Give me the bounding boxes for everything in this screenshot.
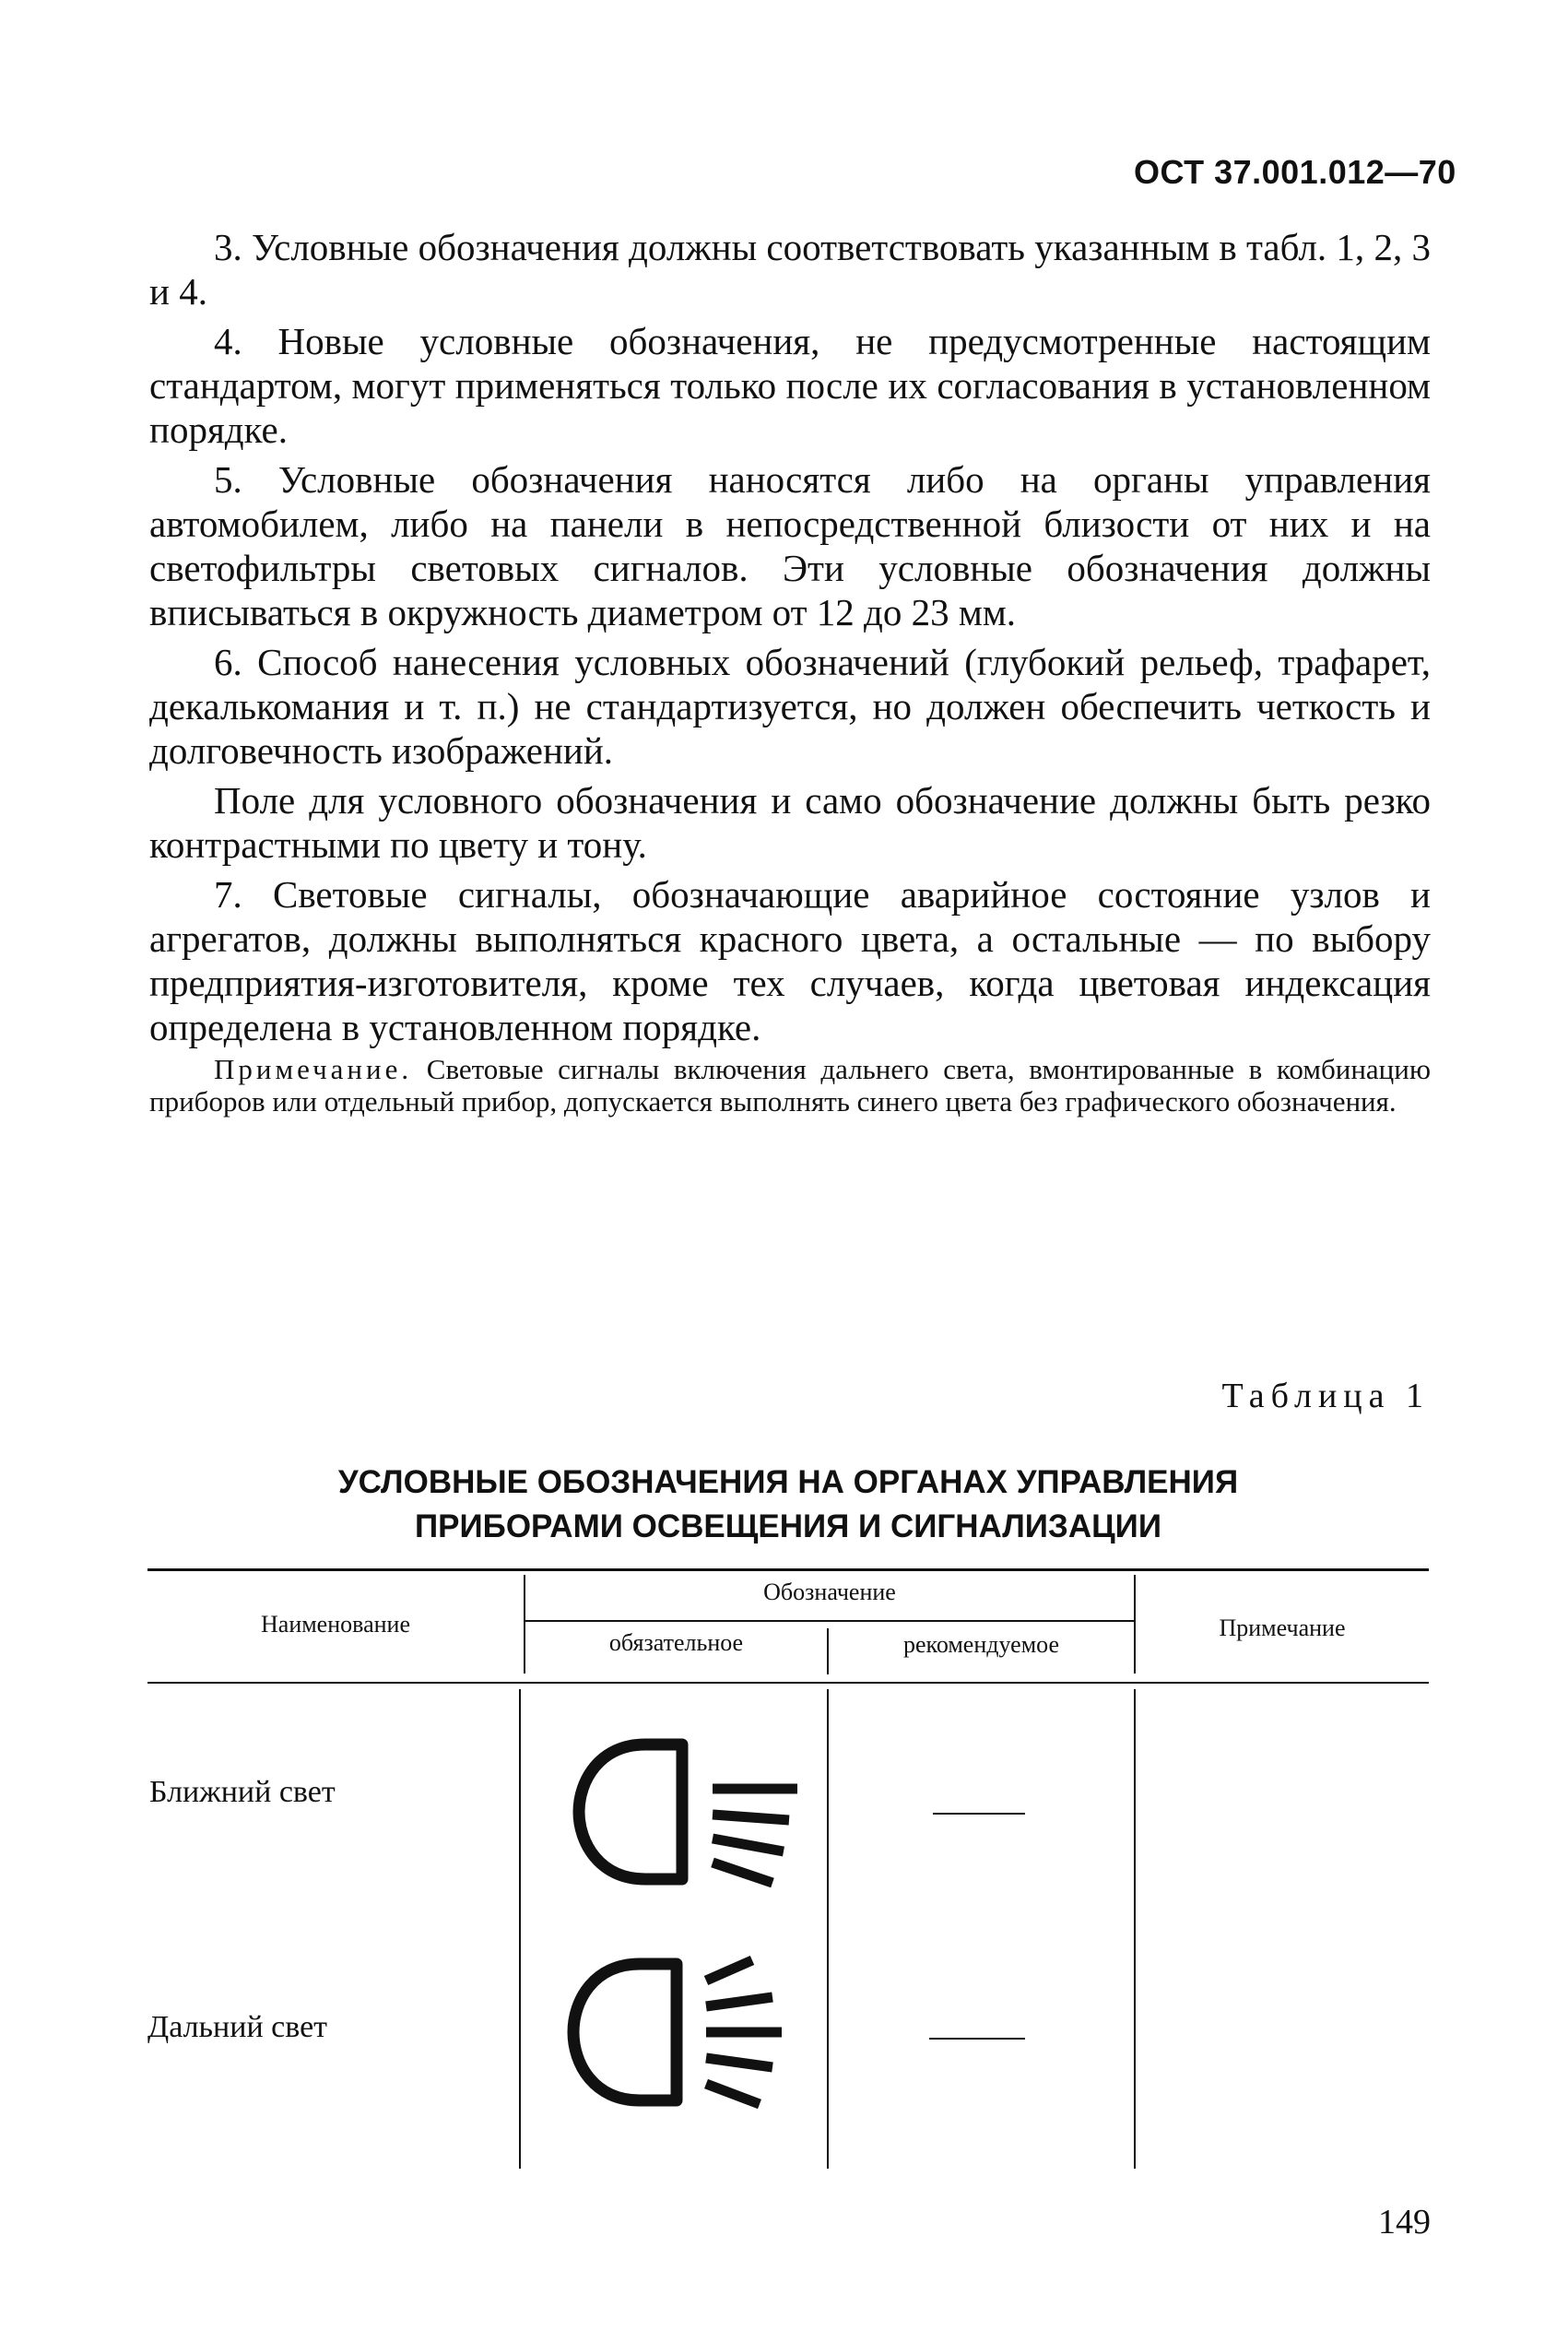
divider-col3-body bbox=[1134, 1689, 1136, 2169]
header-designation: Обозначение bbox=[763, 1579, 896, 1605]
row-name-low-beam: Ближний свет bbox=[149, 1775, 336, 1809]
designation-subheader-rule bbox=[525, 1620, 1134, 1622]
header-name: Наименование bbox=[261, 1611, 410, 1638]
divider-col1-body bbox=[519, 1689, 521, 2169]
paragraph-5: 5. Условные обозначения наносятся либо на органы управления автомобилем, либо на панели в непосредственной близости от них и на светофильтры световых сигналов. Эти условные обозначения должны вписываться в окружность диаметром от 12 до 23 мм. bbox=[149, 458, 1431, 633]
high-beam-icon bbox=[559, 1946, 808, 2121]
document-code: ОСТ 37.001.012—70 bbox=[1134, 153, 1456, 191]
header-note: Примечание bbox=[1219, 1614, 1346, 1641]
header-mandatory: обязательное bbox=[608, 1629, 744, 1656]
divider-col2-body bbox=[827, 1689, 829, 2169]
note bbox=[149, 1053, 1431, 1118]
row-high-beam-recommended-dash bbox=[929, 2038, 1025, 2040]
paragraph-4: 4. Новые условные обозначения, не предусмотренные настоящим стандартом, могут применяться только после их согласования в установленном порядке. bbox=[149, 320, 1431, 451]
row-low-beam-recommended-dash bbox=[933, 1813, 1025, 1815]
header-recommended: рекомендуемое bbox=[903, 1631, 1059, 1658]
table-title-line-1: УСЛОВНЫЕ ОБОЗНАЧЕНИЯ НА ОРГАНАХ УПРАВЛЕНИЯ bbox=[337, 1464, 1239, 1500]
low-beam-icon bbox=[562, 1724, 811, 1890]
page-number: 149 bbox=[1378, 2203, 1431, 2241]
table-title-line-2: ПРИБОРАМИ ОСВЕЩЕНИЯ И СИГНАЛИЗАЦИИ bbox=[415, 1508, 1161, 1544]
paragraph-3: 3. Условные обозначения должны соответствовать указанным в табл. 1, 2, 3 и 4. bbox=[149, 226, 1431, 313]
paragraph-6: 6. Способ нанесения условных обозначений (глубокий рельеф, трафарет, декалькомания и т. п.) не стандартизуется, но должен обеспечить четкость и долговечность изображений. bbox=[149, 641, 1431, 772]
table-label: Таблица 1 bbox=[1221, 1377, 1430, 1415]
note-label: Примечание. bbox=[214, 1053, 413, 1085]
table-top-rule bbox=[147, 1568, 1429, 1571]
table-header-bottom-rule bbox=[147, 1682, 1429, 1684]
row-name-high-beam: Дальний свет bbox=[147, 2010, 328, 2044]
table-title bbox=[147, 1461, 1429, 1549]
note-text: Световые сигналы включения дальнего света, вмонтированные в комбинацию приборов или отдельный прибор, допускается выполнять синего цвета без графического обозначения. bbox=[149, 1053, 1432, 1118]
paragraph-7: 7. Световые сигналы, обозначающие аварийное состояние узлов и агрегатов, должны выполняться красного цвета, а остальные — по выбору предприятия-изготовителя, кроме тех случаев, когда цветовая индексация определена в установленном порядке. bbox=[149, 873, 1431, 1048]
body-text bbox=[149, 225, 1431, 1118]
paragraph-contrast: Поле для условного обозначения и само обозначение должны быть резко контрастными по цвету и тону. bbox=[149, 779, 1431, 866]
